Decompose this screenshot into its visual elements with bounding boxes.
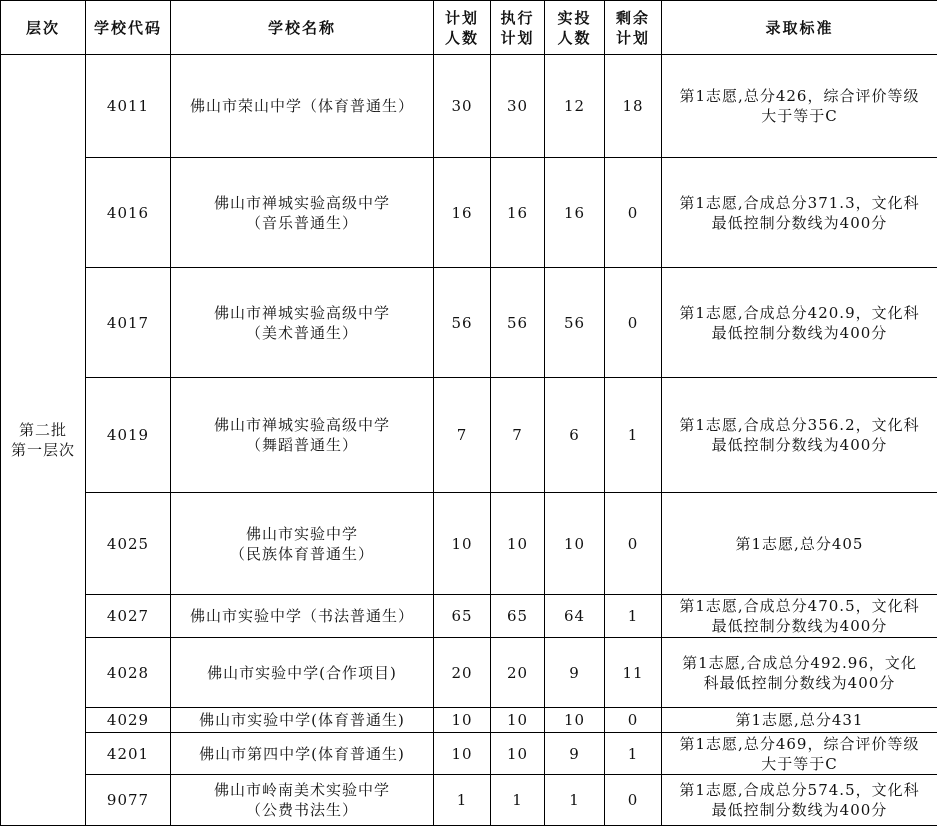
criteria-line2: 最低控制分数线为400分 — [666, 323, 933, 343]
exec-cell: 10 — [491, 493, 545, 595]
code-cell: 4017 — [86, 268, 171, 378]
plan-cell: 1 — [434, 775, 491, 826]
header-remain — [605, 1, 662, 55]
school-name-cell — [171, 268, 434, 378]
criteria-line2: 最低控制分数线为400分 — [666, 213, 933, 233]
actual-cell: 10 — [545, 708, 605, 733]
code-cell: 4025 — [86, 493, 171, 595]
plan-cell: 56 — [434, 268, 491, 378]
actual-cell: 56 — [545, 268, 605, 378]
table-row — [1, 733, 937, 775]
school-name-line1: 佛山市实验中学(合作项目) — [175, 663, 429, 683]
code-cell: 4019 — [86, 378, 171, 493]
criteria-line1: 第1志愿,合成总分356.2，文化科 — [666, 415, 933, 435]
header-exec-line1: 执行 — [495, 8, 540, 28]
table-row — [1, 268, 937, 378]
header-row — [1, 1, 937, 55]
school-name-line1: 佛山市实验中学（书法普通生） — [175, 606, 429, 626]
school-name-line1: 佛山市实验中学 — [175, 524, 429, 544]
header-remain-line2: 计划 — [609, 28, 657, 48]
school-name-cell — [171, 595, 434, 638]
remain-cell: 1 — [605, 595, 662, 638]
remain-cell: 1 — [605, 733, 662, 775]
criteria-line2: 大于等于C — [666, 754, 933, 774]
criteria-cell — [662, 378, 937, 493]
level-line1: 第二批 — [5, 420, 81, 440]
criteria-cell — [662, 158, 937, 268]
criteria-line2: 最低控制分数线为400分 — [666, 800, 933, 820]
school-name-cell — [171, 708, 434, 733]
school-name-line2: （民族体育普通生） — [175, 544, 429, 564]
criteria-line1: 第1志愿,合成总分470.5，文化科 — [666, 596, 933, 616]
school-name-cell — [171, 733, 434, 775]
criteria-cell — [662, 775, 937, 826]
criteria-cell — [662, 733, 937, 775]
table-row — [1, 378, 937, 493]
school-name-cell — [171, 638, 434, 708]
header-actual-line2: 人数 — [549, 28, 600, 48]
criteria-line1: 第1志愿,合成总分492.96，文化 — [666, 653, 933, 673]
criteria-line1: 第1志愿,总分405 — [666, 534, 933, 554]
criteria-line2: 大于等于C — [666, 106, 933, 126]
criteria-line2: 最低控制分数线为400分 — [666, 616, 933, 636]
exec-cell: 1 — [491, 775, 545, 826]
exec-cell: 10 — [491, 708, 545, 733]
plan-cell: 10 — [434, 493, 491, 595]
criteria-line2: 科最低控制分数线为400分 — [666, 673, 933, 693]
table-row — [1, 493, 937, 595]
school-name-line1: 佛山市禅城实验高级中学 — [175, 193, 429, 213]
exec-cell: 10 — [491, 733, 545, 775]
table-row — [1, 708, 937, 733]
exec-cell: 20 — [491, 638, 545, 708]
actual-cell: 12 — [545, 55, 605, 158]
remain-cell: 0 — [605, 158, 662, 268]
plan-cell: 65 — [434, 595, 491, 638]
code-cell: 4201 — [86, 733, 171, 775]
remain-cell: 1 — [605, 378, 662, 493]
criteria-cell — [662, 595, 937, 638]
table-row — [1, 55, 937, 158]
school-name-line2: （公费书法生） — [175, 800, 429, 820]
criteria-line1: 第1志愿,总分426，综合评价等级 — [666, 86, 933, 106]
header-exec-line2: 计划 — [495, 28, 540, 48]
exec-cell: 16 — [491, 158, 545, 268]
school-name-line1: 佛山市第四中学(体育普通生) — [175, 744, 429, 764]
school-name-line1: 佛山市禅城实验高级中学 — [175, 415, 429, 435]
remain-cell: 0 — [605, 493, 662, 595]
criteria-line1: 第1志愿,总分469，综合评价等级 — [666, 734, 933, 754]
level-line2: 第一层次 — [5, 440, 81, 460]
school-name-line2: （音乐普通生） — [175, 213, 429, 233]
criteria-cell — [662, 55, 937, 158]
plan-cell: 7 — [434, 378, 491, 493]
table-row — [1, 158, 937, 268]
code-cell: 4016 — [86, 158, 171, 268]
header-remain-line1: 剩余 — [609, 8, 657, 28]
criteria-cell — [662, 493, 937, 595]
exec-cell: 7 — [491, 378, 545, 493]
header-exec — [491, 1, 545, 55]
code-cell: 4027 — [86, 595, 171, 638]
header-plan — [434, 1, 491, 55]
school-name-cell — [171, 775, 434, 826]
actual-cell: 9 — [545, 638, 605, 708]
criteria-line1: 第1志愿,总分431 — [666, 710, 933, 730]
actual-cell: 10 — [545, 493, 605, 595]
table-row — [1, 775, 937, 826]
actual-cell: 64 — [545, 595, 605, 638]
remain-cell: 0 — [605, 268, 662, 378]
header-code: 学校代码 — [86, 1, 171, 55]
remain-cell: 18 — [605, 55, 662, 158]
actual-cell: 16 — [545, 158, 605, 268]
code-cell: 4029 — [86, 708, 171, 733]
header-actual-line1: 实投 — [549, 8, 600, 28]
code-cell: 4028 — [86, 638, 171, 708]
actual-cell: 6 — [545, 378, 605, 493]
table-row — [1, 595, 937, 638]
plan-cell: 30 — [434, 55, 491, 158]
criteria-line1: 第1志愿,合成总分574.5，文化科 — [666, 780, 933, 800]
criteria-line1: 第1志愿,合成总分420.9，文化科 — [666, 303, 933, 323]
header-level: 层次 — [1, 1, 86, 55]
criteria-line2: 最低控制分数线为400分 — [666, 435, 933, 455]
criteria-line1: 第1志愿,合成总分371.3，文化科 — [666, 193, 933, 213]
plan-cell: 16 — [434, 158, 491, 268]
school-name-line2: （美术普通生） — [175, 323, 429, 343]
level-cell — [1, 55, 86, 826]
school-name-cell — [171, 493, 434, 595]
school-name-line1: 佛山市实验中学(体育普通生) — [175, 710, 429, 730]
school-name-line1: 佛山市荣山中学（体育普通生） — [175, 96, 429, 116]
header-name: 学校名称 — [171, 1, 434, 55]
criteria-cell — [662, 708, 937, 733]
table-row — [1, 638, 937, 708]
school-name-cell — [171, 158, 434, 268]
criteria-cell — [662, 638, 937, 708]
criteria-cell — [662, 268, 937, 378]
school-name-cell — [171, 378, 434, 493]
actual-cell: 1 — [545, 775, 605, 826]
remain-cell: 11 — [605, 638, 662, 708]
exec-cell: 30 — [491, 55, 545, 158]
plan-cell: 10 — [434, 708, 491, 733]
exec-cell: 65 — [491, 595, 545, 638]
header-plan-line1: 计划 — [438, 8, 486, 28]
remain-cell: 0 — [605, 708, 662, 733]
header-plan-line2: 人数 — [438, 28, 486, 48]
school-name-cell — [171, 55, 434, 158]
school-name-line1: 佛山市禅城实验高级中学 — [175, 303, 429, 323]
plan-cell: 10 — [434, 733, 491, 775]
code-cell: 4011 — [86, 55, 171, 158]
header-actual — [545, 1, 605, 55]
school-name-line1: 佛山市岭南美术实验中学 — [175, 780, 429, 800]
exec-cell: 56 — [491, 268, 545, 378]
remain-cell: 0 — [605, 775, 662, 826]
school-name-line2: （舞蹈普通生） — [175, 435, 429, 455]
actual-cell: 9 — [545, 733, 605, 775]
header-criteria: 录取标准 — [662, 1, 937, 55]
code-cell: 9077 — [86, 775, 171, 826]
plan-cell: 20 — [434, 638, 491, 708]
